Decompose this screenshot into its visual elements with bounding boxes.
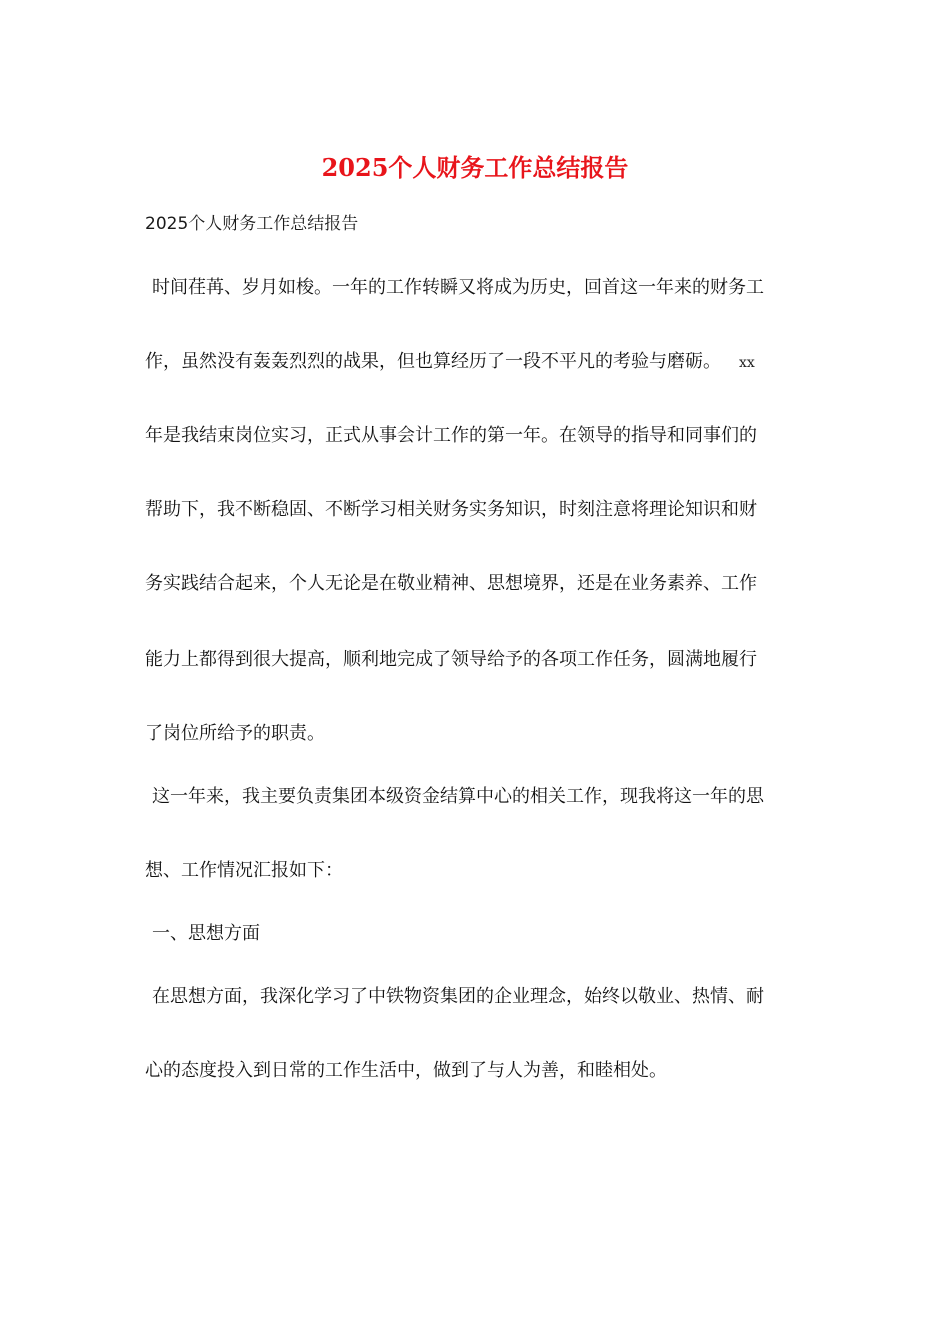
paragraph-line: 心的态度投入到日常的工作生活中，做到了与人为善，和睦相处。 (145, 1060, 667, 1081)
paragraph-line: 了岗位所给予的职责。 (145, 723, 325, 744)
document-title: 2025个人财务工作总结报告 (321, 153, 629, 182)
section-heading: 一、思想方面 (152, 923, 260, 944)
paragraph-line: 帮助下，我不断稳固、不断学习相关财务实务知识，时刻注意将理论知识和财 (145, 499, 757, 520)
paragraph-line: 务实践结合起来，个人无论是在敬业精神、思想境界，还是在业务素养、工作 (145, 573, 757, 594)
paragraph-line: 时间荏苒、岁月如梭。一年的工作转瞬又将成为历史，回首这一年来的财务工 (152, 277, 764, 298)
paragraph-line: 这一年来，我主要负责集团本级资金结算中心的相关工作，现我将这一年的思 (152, 786, 764, 807)
paragraph-line: 能力上都得到很大提高，顺利地完成了领导给予的各项工作任务，圆满地履行 (145, 649, 757, 670)
document-subtitle: 2025个人财务工作总结报告 (145, 214, 359, 234)
paragraph-line: 在思想方面，我深化学习了中铁物资集团的企业理念，始终以敬业、热情、耐 (152, 986, 764, 1007)
paragraph-line: 年是我结束岗位实习，正式从事会计工作的第一年。在领导的指导和同事们的 (145, 425, 757, 446)
paragraph-line: 想、工作情况汇报如下： (145, 860, 343, 881)
paragraph-line-text: 作，虽然没有轰轰烈烈的战果，但也算经历了一段不平凡的考验与磨砺。 (145, 351, 721, 372)
paragraph-line (145, 347, 755, 378)
year-placeholder: xx (739, 355, 755, 371)
